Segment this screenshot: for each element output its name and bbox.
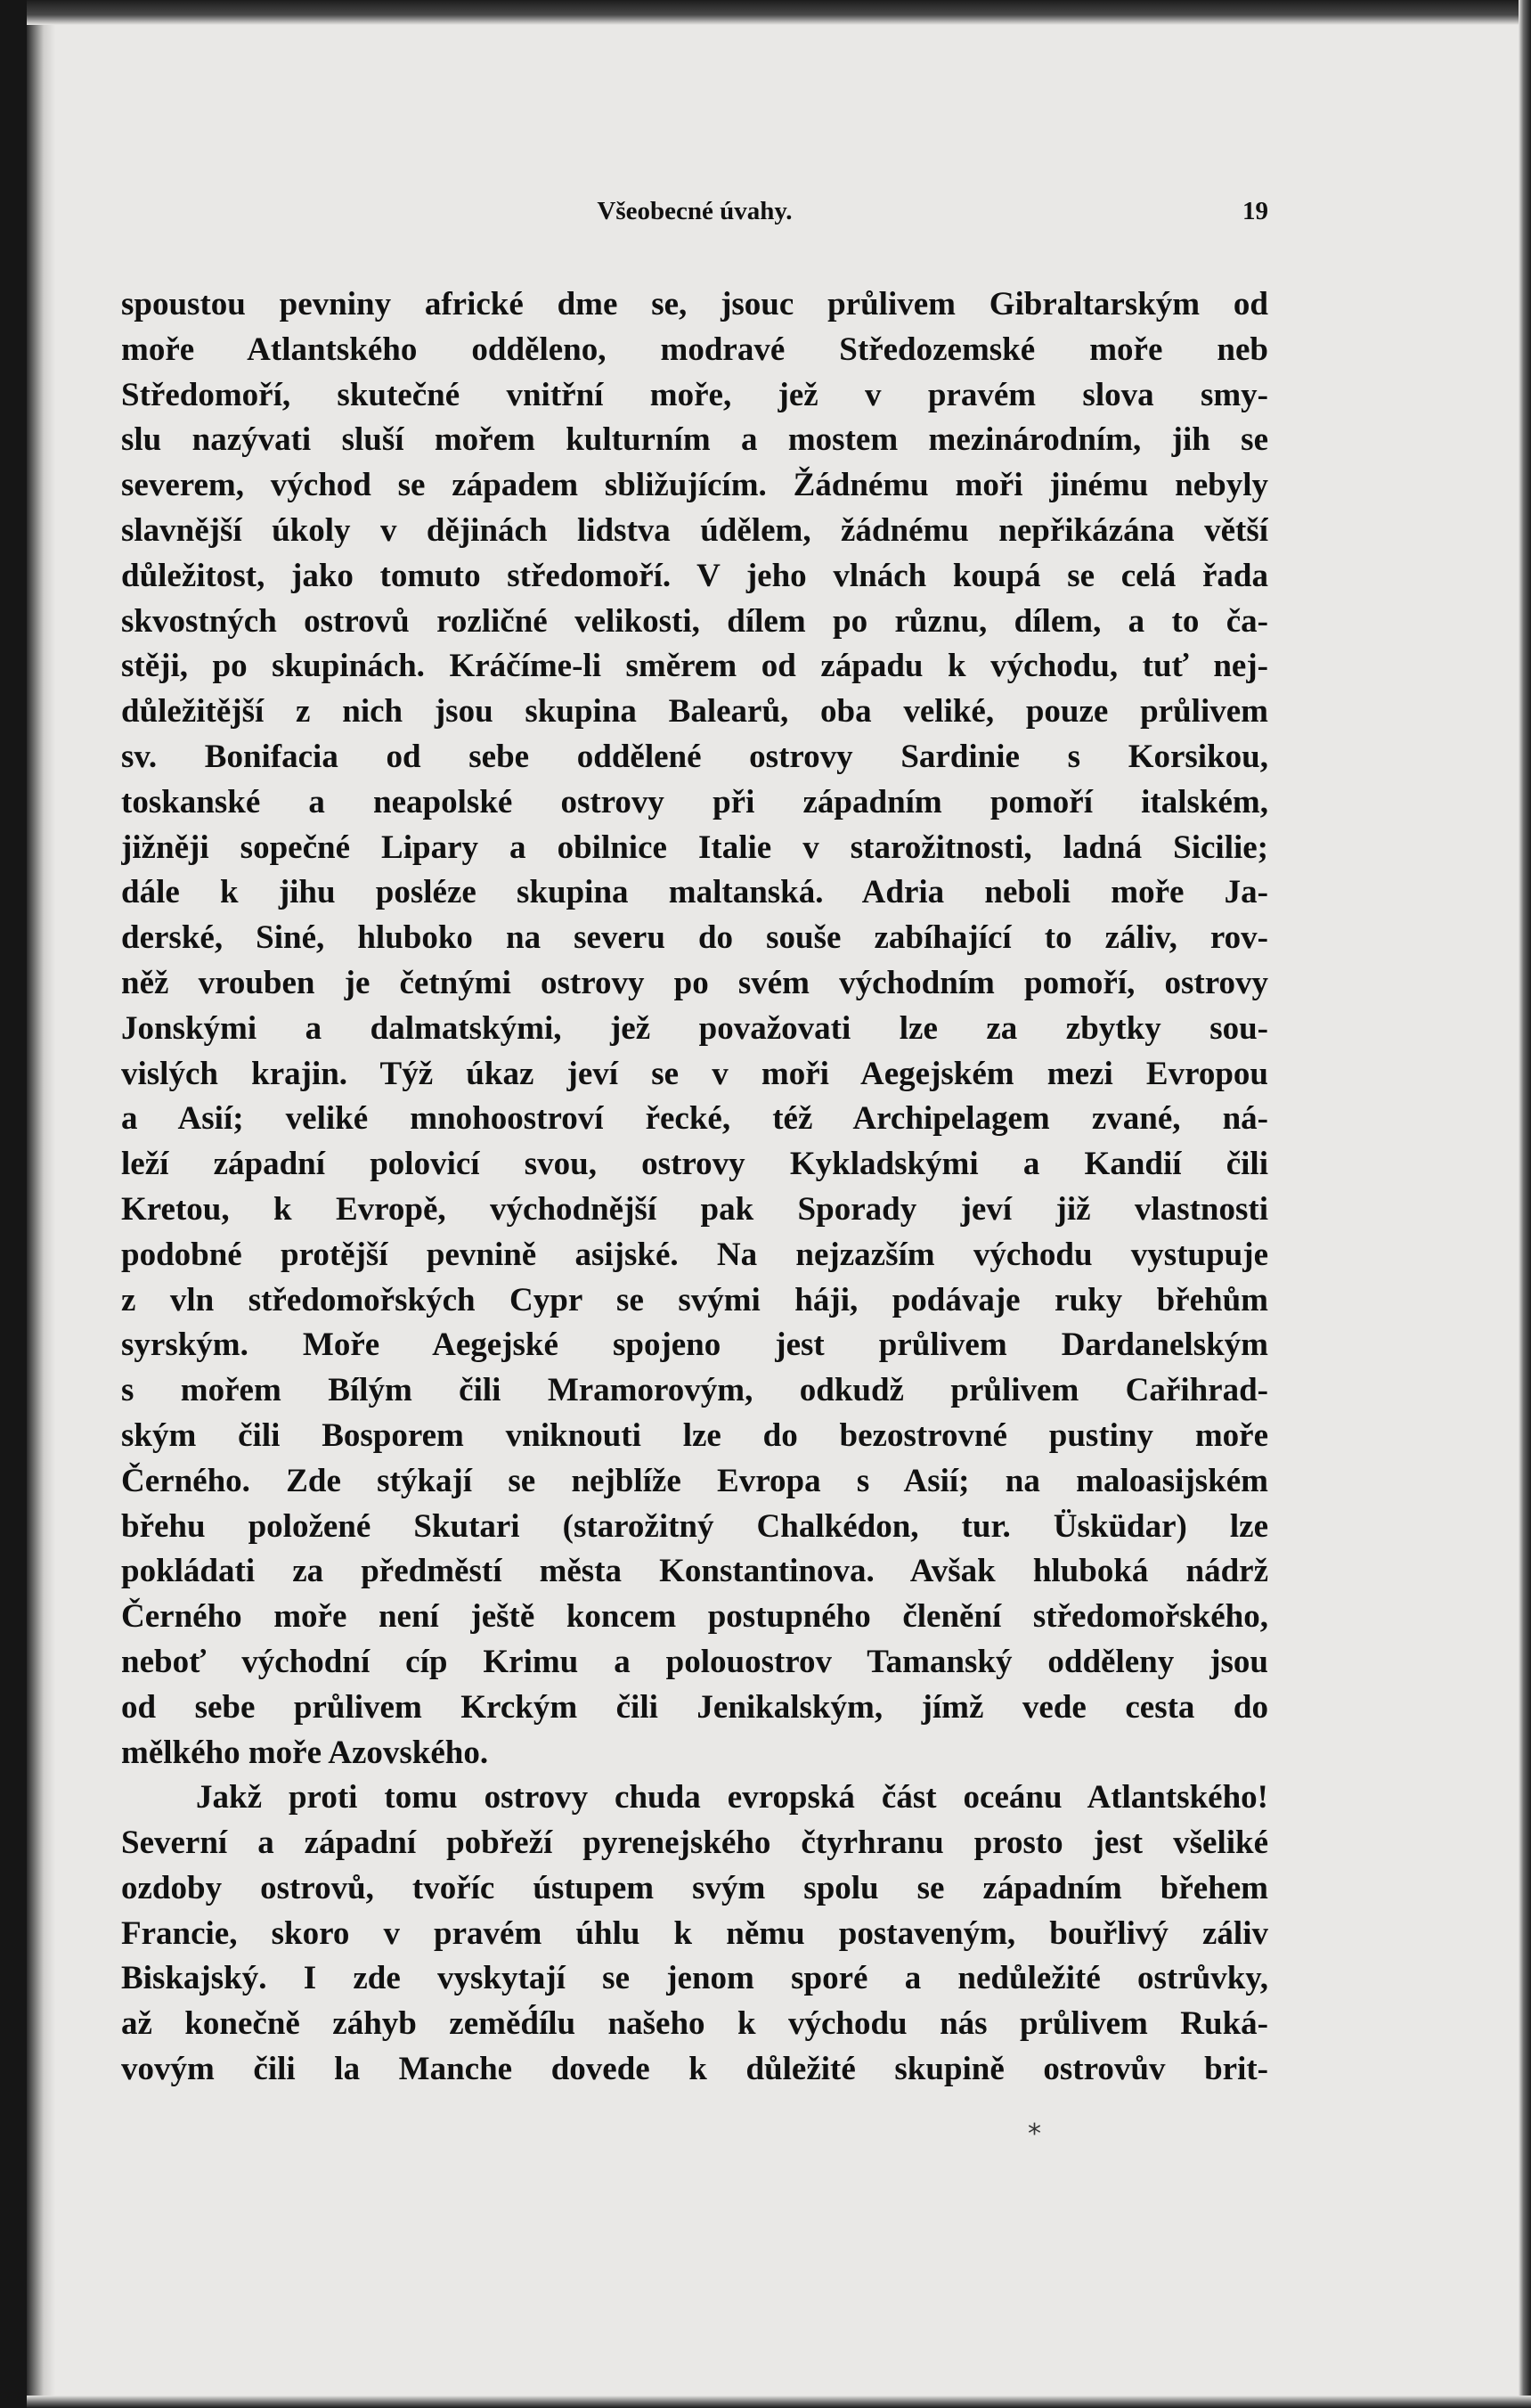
text-line: slavnější úkoly v dějinách lidstva údělem, žádnému nepřikázána větší <box>121 511 1268 549</box>
text-line: důležitější z nich jsou skupina Balearů, oba veliké, pouze průlivem <box>121 693 1268 731</box>
text-line: Černého. Zde stýkají se nejblíže Evropa s Asií; na maloasijském <box>121 1462 1268 1499</box>
text-line: stěji, po skupinách. Kráčíme-li směrem od západu k východu, tuť nej- <box>121 648 1268 685</box>
text-line: toskanské a neapolské ostrovy při západním pomoří italském, <box>121 783 1268 820</box>
text-line: severem, východ se západem sbližujícím. Žádnému moři jinému nebyly <box>121 467 1268 504</box>
text-line: Černého moře není ještě koncem postupného členění středomořského, <box>121 1598 1268 1636</box>
signature-mark: * <box>1028 2118 1041 2150</box>
text-line: vislých krajin. Týž úkaz jeví se v moři Aegejském mezi Evropou <box>121 1055 1268 1092</box>
scan-shadow-left <box>27 0 55 2408</box>
text-line: z vln středomořských Cypr se svými háji, podávaje ruky břehům <box>121 1281 1268 1318</box>
running-head <box>121 192 1268 236</box>
running-title: Všeobecné úvahy. <box>597 197 793 225</box>
text-line: s mořem Bílým čili Mramorovým, odkudž průlivem Cařihrad- <box>121 1372 1268 1409</box>
paragraph-start-line: Jakž proti tomu ostrovy chuda evropská část oceánu Atlantského! <box>196 1779 1268 1816</box>
text-line: moře Atlantského odděleno, modravé Středozemské moře neb <box>121 331 1268 368</box>
text-line: dále k jihu posléze skupina maltanská. Adria neboli moře Ja- <box>121 874 1268 911</box>
text-line: leží západní polovicí svou, ostrovy Kykladskými a Kandií čili <box>121 1146 1268 1183</box>
scan-edge-left <box>0 0 27 2408</box>
text-line: syrským. Moře Aegejské spojeno jest průlivem Dardanelským <box>121 1326 1268 1364</box>
text-line: slu nazývati sluší mořem kulturním a mostem mezinárodním, jih se <box>121 421 1268 459</box>
text-line: Francie, skoro v pravém úhlu k němu postaveným, bouřlivý záliv <box>121 1914 1268 1952</box>
text-line: břehu položené Skutari (starožitný Chalkédon, tur. Üsküdar) lze <box>121 1507 1268 1545</box>
text-line: Biskajský. I zde vyskytají se jenom sporé a nedůležité ostrůvky, <box>121 1960 1268 1997</box>
text-line: skvostných ostrovů rozličné velikosti, dílem po různu, dílem, a to ča- <box>121 602 1268 640</box>
text-line: až konečně záhyb zeměd́ílu našeho k východu nás průlivem Ruká- <box>121 2005 1268 2043</box>
scan-edge-bottom <box>27 2396 1531 2408</box>
text-line: derské, Siné, hluboko na severu do souše zabíhající to záliv, rov- <box>121 919 1268 957</box>
text-line: jižněji sopečné Lipary a obilnice Italie v starožitnosti, ladná Sicilie; <box>121 829 1268 866</box>
text-line: neboť východní cíp Krimu a polouostrov Tamanský odděleny jsou <box>121 1643 1268 1680</box>
body-text <box>121 282 1268 2093</box>
text-line: Kretou, k Evropě, východnější pak Sporady jeví již vlastnosti <box>121 1190 1268 1228</box>
page-number: 19 <box>1242 197 1268 225</box>
text-line: ským čili Bosporem vniknouti lze do bezostrovné pustiny moře <box>121 1416 1268 1454</box>
scan-edge-top <box>27 0 1531 25</box>
text-line: spoustou pevniny africké dme se, jsouc průlivem Gibraltarským od <box>121 286 1268 322</box>
text-line: Jonskými a dalmatskými, jež považovati lze za zbytky sou- <box>121 1009 1268 1047</box>
paragraph-end-line: mělkého moře Azovského. <box>121 1734 489 1771</box>
text-line: sv. Bonifacia od sebe oddělené ostrovy Sardinie s Korsikou, <box>121 738 1268 775</box>
text-line: Středomoří, skutečné vnitřní moře, jež v pravém slova smy- <box>121 376 1268 413</box>
text-line: a Asií; veliké mnohoostroví řecké, též Archipelagem zvané, ná- <box>121 1100 1268 1138</box>
text-line: důležitost, jako tomuto středomoří. V jeho vlnách koupá se celá řada <box>121 557 1268 594</box>
text-line: od sebe průlivem Krckým čili Jenikalským, jímž vede cesta do <box>121 1688 1268 1726</box>
text-line: Severní a západní pobřeží pyrenejského čtyrhranu prosto jest všeliké <box>121 1824 1268 1862</box>
text-line: pokládati za předměstí města Konstantinova. Avšak hluboká nádrž <box>121 1553 1268 1590</box>
book-page <box>121 192 1268 2093</box>
text-line: něž vrouben je četnými ostrovy po svém východním pomoří, ostrovy <box>121 964 1268 1001</box>
text-line: ozdoby ostrovů, tvoříc ústupem svým spolu se západním břehem <box>121 1869 1268 1906</box>
scan-edge-right <box>1519 0 1531 2408</box>
text-line: vovým čili la Manche dovede k důležité skupině ostrovův brit- <box>121 2051 1268 2088</box>
text-line: podobné protější pevnině asijské. Na nejzazším východu vystupuje <box>121 1236 1268 1273</box>
